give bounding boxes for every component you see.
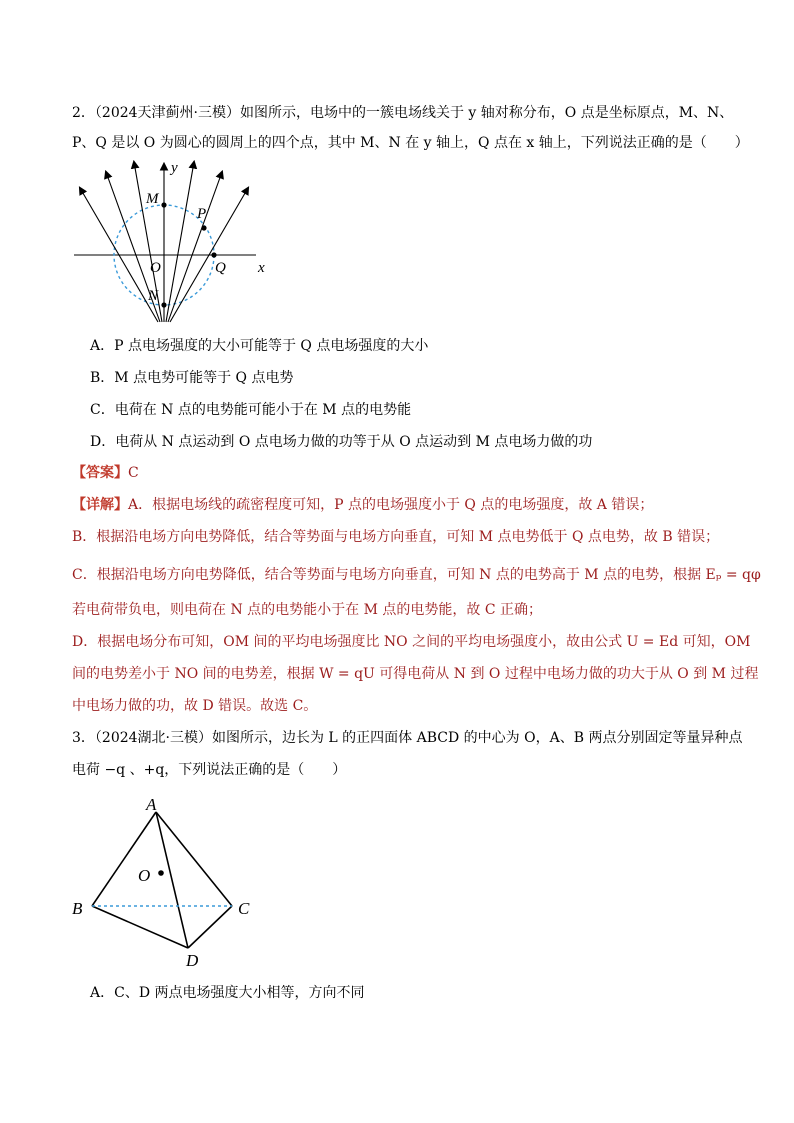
label-N: N <box>148 288 159 304</box>
q3-stem-line-1: 3．（2024湖北·三模）如图所示，边长为 L 的正四面体 ABCD 的中心为 O，A、B 两点分别固定等量异种点 <box>72 730 743 746</box>
label-Q: Q <box>215 260 226 276</box>
q2-option-d: D．电荷从 N 点运动到 O 点电场力做的功等于从 O 点运动到 M 点电场力做的功 <box>90 434 593 450</box>
q2-stem-line-2: P、Q 是以 O 为圆心的圆周上的四个点，其中 M、N 在 y 轴上，Q 点在 x 轴上，下列说法正确的是（ ） <box>72 135 749 151</box>
q2-option-c: C．电荷在 N 点的电势能可能小于在 M 点的电势能 <box>90 402 412 418</box>
label-y: y <box>171 160 178 176</box>
label-B: B <box>72 899 83 918</box>
q2-detail-c-2: 若电荷带负电，则电荷在 N 点的电势能小于在 M 点的电势能，故 C 正确； <box>72 602 542 618</box>
answer-value: C <box>128 465 139 481</box>
detail-tag: 【详解】 <box>72 497 128 513</box>
q2-detail-d-1: D．根据电场分布可知，OM 间的平均电场强度比 NO 之间的平均电场强度小，故由公式 U = Ed 可知，OM <box>72 634 751 650</box>
q2-detail-d-2: 间的电势差小于 NO 间的电势差，根据 W = qU 可得电荷从 N 到 O 过程中电场力做的功大于从 O 到 M 过程 <box>72 666 759 682</box>
detail-a-text: A．根据电场线的疏密程度可知，P 点的电场强度小于 Q 点的电场强度，故 A 错误； <box>128 497 654 513</box>
point-Q <box>211 252 216 257</box>
label-C: C <box>238 899 250 918</box>
point-M <box>161 202 166 207</box>
label-M: M <box>146 191 159 207</box>
answer-tag: 【答案】 <box>72 465 128 481</box>
q3-stem-line-2: 电荷 −q 、+q，下列说法正确的是（ ） <box>72 762 347 778</box>
q2-detail-a <box>72 495 653 515</box>
label-D: D <box>186 951 199 968</box>
q2-option-b: B．M 点电势可能等于 Q 点电势 <box>90 370 294 386</box>
center-O <box>158 870 164 876</box>
q2-detail-c-1: C．根据沿电场方向电势降低，结合等势面与电场方向垂直，可知 N 点的电势高于 M 点的电势，根据 Eₚ = qφ <box>72 567 761 583</box>
q2-detail-d-3: 中电场力做的功，故 D 错误。故选 C。 <box>72 698 318 714</box>
label-x: x <box>258 260 265 276</box>
label-A: A <box>146 795 157 814</box>
q3-option-a: A．C、D 两点电场强度大小相等，方向不同 <box>90 985 365 1001</box>
q2-option-a: A．P 点电场强度的大小可能等于 Q 点电场强度的大小 <box>90 338 429 354</box>
q2-field-line-figure <box>68 150 278 330</box>
label-O: O <box>150 260 161 276</box>
label-P: P <box>197 206 207 222</box>
tetrahedron-edges <box>92 812 232 948</box>
q3-tetrahedron-figure <box>68 788 268 968</box>
q2-stem-line-1: 2．（2024天津蓟州·三模）如图所示，电场中的一簇电场线关于 y 轴对称分布，O 点是坐标原点，M、N、 <box>72 105 734 121</box>
q2-detail-b: B．根据沿电场方向电势降低，结合等势面与电场方向垂直，可知 M 点电势低于 Q 点电势，故 B 错误； <box>72 529 720 545</box>
point-P <box>201 225 206 230</box>
point-N <box>161 302 166 307</box>
label-O: O <box>138 866 151 885</box>
q2-answer-line <box>72 463 139 483</box>
